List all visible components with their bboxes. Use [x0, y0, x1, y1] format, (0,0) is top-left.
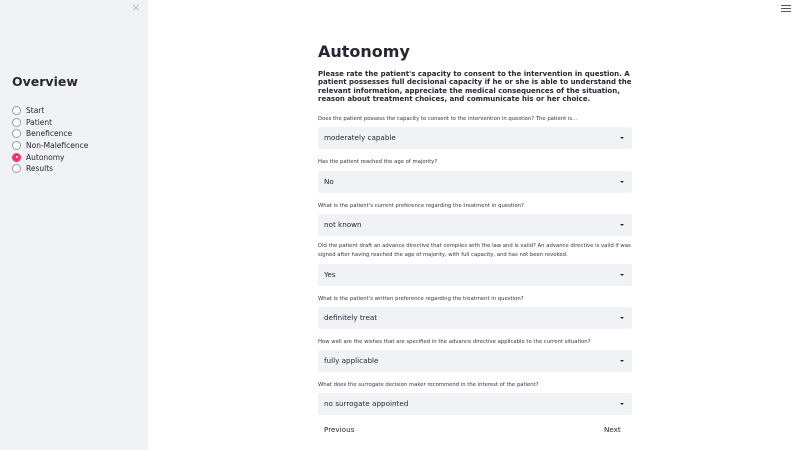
radio-circle-icon[interactable]: [12, 129, 21, 138]
hamburger-menu-icon[interactable]: [780, 3, 792, 15]
menu-bar: [781, 8, 791, 9]
select-value: no surrogate appointed: [324, 399, 409, 408]
radio-circle-icon[interactable]: [12, 141, 21, 150]
caret-down-icon: [620, 360, 624, 362]
close-sidebar-icon[interactable]: ×: [131, 1, 141, 14]
radio-label: Non-Maleficence: [26, 141, 89, 151]
caret-down-icon: [620, 181, 624, 183]
question-label-surrogate: What does the surrogate decision maker recommend in the interest of the patient?: [318, 382, 539, 388]
select-value: fully applicable: [324, 356, 379, 365]
question-label-advance-directive: Did the patient draft an advance directive that complies with the law and is valid? An advance directive is valid if was signed after having reached the age of majority, with full capacity, and has not been revoked.: [318, 243, 631, 258]
question-label-written-preference: What is the patient's written preference regarding the treatment in question?: [318, 296, 524, 302]
sidebar-title: Overview: [12, 74, 78, 89]
menu-bar: [781, 11, 791, 12]
previous-button[interactable]: Previous: [324, 423, 354, 437]
radio-item-results[interactable]: [12, 163, 88, 175]
select-written-preference[interactable]: [318, 307, 632, 329]
question-label-capacity: Does the patient possess the capacity to consent to the intervention in question? The patient is...: [318, 116, 578, 122]
caret-down-icon: [620, 403, 624, 405]
select-applicability[interactable]: [318, 350, 632, 372]
radio-label: Results: [26, 164, 54, 174]
radio-circle-icon[interactable]: [12, 164, 21, 173]
select-value: moderately capable: [324, 133, 396, 142]
radio-label: Autonomy: [26, 152, 65, 162]
select-value: Yes: [324, 270, 336, 279]
select-value: not known: [324, 220, 362, 229]
select-value: No: [324, 177, 334, 186]
page-title: Autonomy: [318, 42, 410, 61]
question-label-current-preference: What is the patient's current preference regarding the treatment in question?: [318, 203, 524, 209]
radio-item-autonomy[interactable]: [12, 151, 88, 163]
caret-down-icon: [620, 137, 624, 139]
next-button[interactable]: Next: [604, 423, 621, 437]
select-surrogate[interactable]: [318, 393, 632, 415]
radio-item-patient[interactable]: [12, 117, 88, 129]
radio-item-non-maleficence[interactable]: [12, 140, 88, 152]
radio-label: Patient: [26, 117, 53, 127]
select-age-of-majority[interactable]: [318, 171, 632, 193]
select-capacity[interactable]: [318, 127, 632, 149]
intro-text: Please rate the patient's capacity to consent to the intervention in question. A patient possesses full decisional capacity if he or she is able to understand the relevant information, appreciate the medical consequences of the situation, reason about treatment choices, and communicate his or her choice.: [318, 70, 632, 104]
menu-bar: [781, 5, 791, 6]
select-advance-directive[interactable]: [318, 264, 632, 286]
radio-label: Beneficence: [26, 129, 73, 139]
question-label-applicability: How well are the wishes that are specified in the advance directive applicable to the current situation?: [318, 339, 591, 345]
caret-down-icon: [620, 274, 624, 276]
radio-item-start[interactable]: [12, 105, 88, 117]
radio-circle-icon[interactable]: [12, 118, 21, 127]
radio-circle-icon[interactable]: [12, 106, 21, 115]
radio-selected-icon[interactable]: [12, 153, 21, 162]
caret-down-icon: [620, 317, 624, 319]
page-radio-group: [12, 105, 88, 175]
radio-label: Start: [26, 106, 45, 116]
sidebar: [0, 0, 148, 450]
question-label-age: Has the patient reached the age of majority?: [318, 159, 438, 165]
caret-down-icon: [620, 224, 624, 226]
select-value: definitely treat: [324, 313, 378, 322]
radio-item-beneficence[interactable]: [12, 128, 88, 140]
select-current-preference[interactable]: [318, 214, 632, 236]
